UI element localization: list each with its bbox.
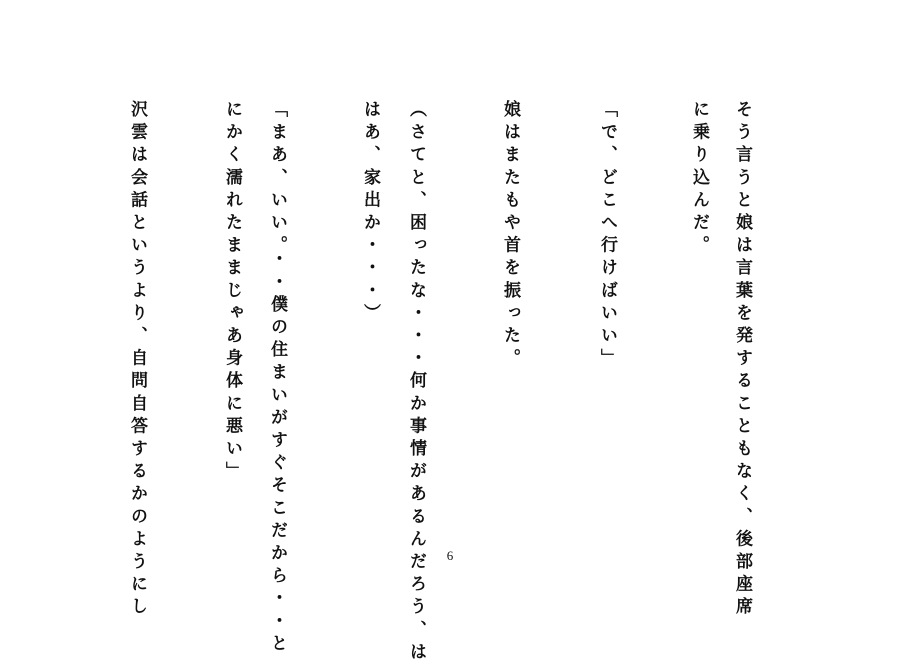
page-number: 6 [446,548,454,563]
text-line-4: 娘はまたもや首を振った。 [500,100,520,372]
text-line-3: 「で、どこへ行けばいい」 [597,100,617,372]
text-line-2: に乗り込んだ。 [689,100,709,259]
text-line-9: 沢雲は会話というより、自問自答するかのようにし [127,100,147,620]
text-line-5: （さてと、困ったな・・・何か事情があるんだろう、は [406,100,426,665]
text-line-6: はあ、家出か・・・） [360,100,380,326]
text-line-8: にかく濡れたままじゃあ身体に悪い」 [222,100,242,485]
text-line-7: 「まあ、いい。・・僕の住まいがすぐそこだから・・と [267,100,287,657]
text-line-1: そう言うと娘は言葉を発することもなく、後部座席 [732,100,752,620]
